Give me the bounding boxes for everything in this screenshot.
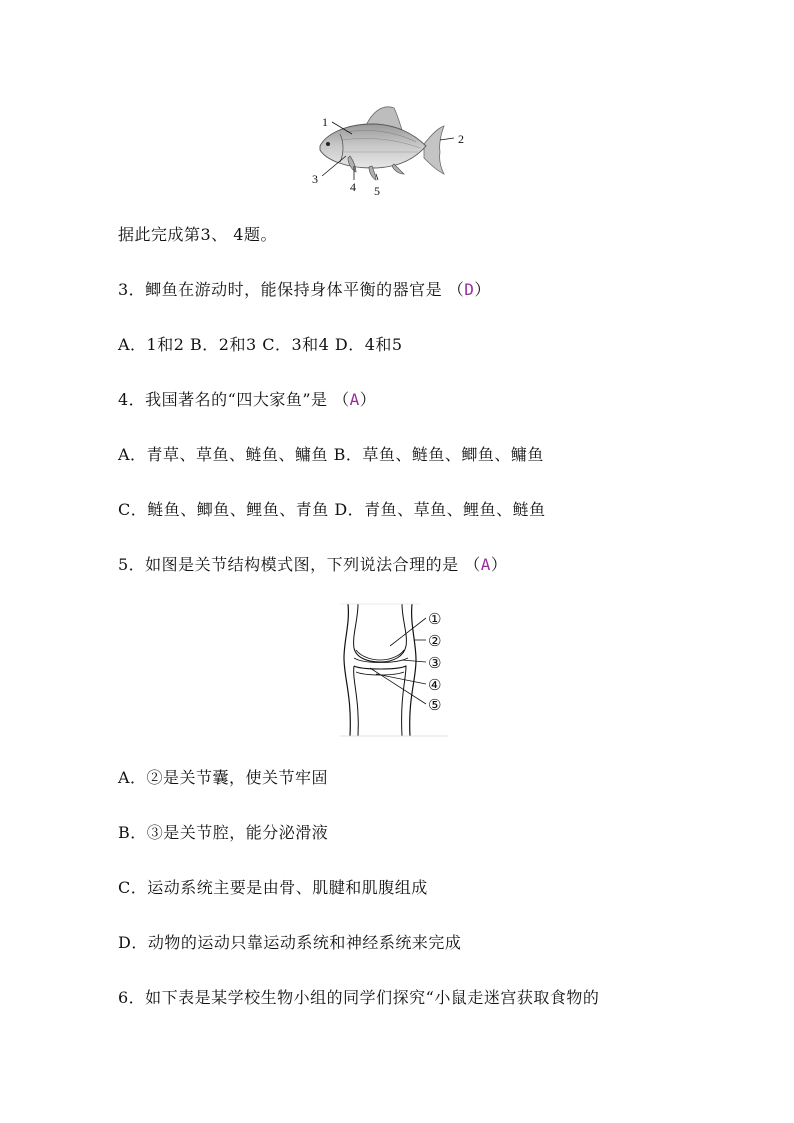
- fish-label-2: 2: [458, 132, 464, 146]
- question-4-stem: 4．我国著名的“四大家鱼”是 （: [118, 390, 350, 409]
- joint-label-5: ⑤: [428, 696, 442, 714]
- question-4-options-cd: C．鲢鱼、鲫鱼、鲤鱼、青鱼 D．青鱼、草鱼、鲤鱼、鲢鱼: [118, 500, 546, 519]
- question-5-answer: A: [480, 555, 491, 574]
- fish-anal-fin: [392, 164, 404, 174]
- joint-label-3: ③: [428, 654, 442, 672]
- question-5: [118, 554, 507, 576]
- fish-label-5: 5: [374, 184, 380, 198]
- question-6: 6．如下表是某学校生物小组的同学们探究“小鼠走迷宫获取食物的: [118, 988, 600, 1007]
- question-3-stem: 3．鲫鱼在游动时，能保持身体平衡的器官是 （: [118, 280, 465, 299]
- fish-eye: [326, 142, 330, 146]
- intro-text: 据此完成第3、 4题。: [118, 225, 277, 244]
- question-5-option-a: A．②是关节囊，使关节牢固: [118, 768, 329, 787]
- question-4-answer: A: [349, 390, 360, 409]
- question-4: [118, 389, 376, 411]
- fish-tail-fin: [424, 126, 444, 174]
- question-3-answer: D: [464, 280, 475, 299]
- fish-label-1: 1: [322, 115, 328, 129]
- question-3-options: A．1和2 B．2和3 C．3和4 D．4和5: [118, 335, 403, 354]
- question-5-option-c: C．运动系统主要是由骨、肌腱和肌腹组成: [118, 878, 428, 897]
- joint-label-4: ④: [428, 676, 442, 694]
- fish-label-4: 4: [350, 180, 356, 194]
- question-3-close: ）: [474, 280, 491, 299]
- joint-upper-bone: [354, 604, 407, 662]
- joint-capsule-left: [344, 604, 350, 736]
- joint-figure: [340, 600, 450, 740]
- question-5-option-d: D．动物的运动只靠运动系统和神经系统来完成: [118, 933, 462, 952]
- fish-figure: [312, 100, 482, 200]
- question-3: [118, 279, 491, 301]
- question-5-close: ）: [490, 555, 508, 574]
- question-5-stem: 5．如图是关节结构模式图，下列说法合理的是 （: [118, 555, 481, 574]
- fish-label-3: 3: [312, 172, 318, 186]
- question-5-option-b: B．③是关节腔，能分泌滑液: [118, 823, 329, 842]
- question-4-close: ）: [359, 390, 377, 409]
- joint-lower-bone: [354, 666, 406, 736]
- joint-label-1: ①: [428, 610, 442, 628]
- question-4-options-ab: A．青草、草鱼、鲢鱼、鳙鱼 B．草鱼、鲢鱼、鲫鱼、鳙鱼: [118, 445, 544, 464]
- joint-capsule-right: [410, 604, 416, 736]
- joint-label-2: ②: [428, 632, 442, 650]
